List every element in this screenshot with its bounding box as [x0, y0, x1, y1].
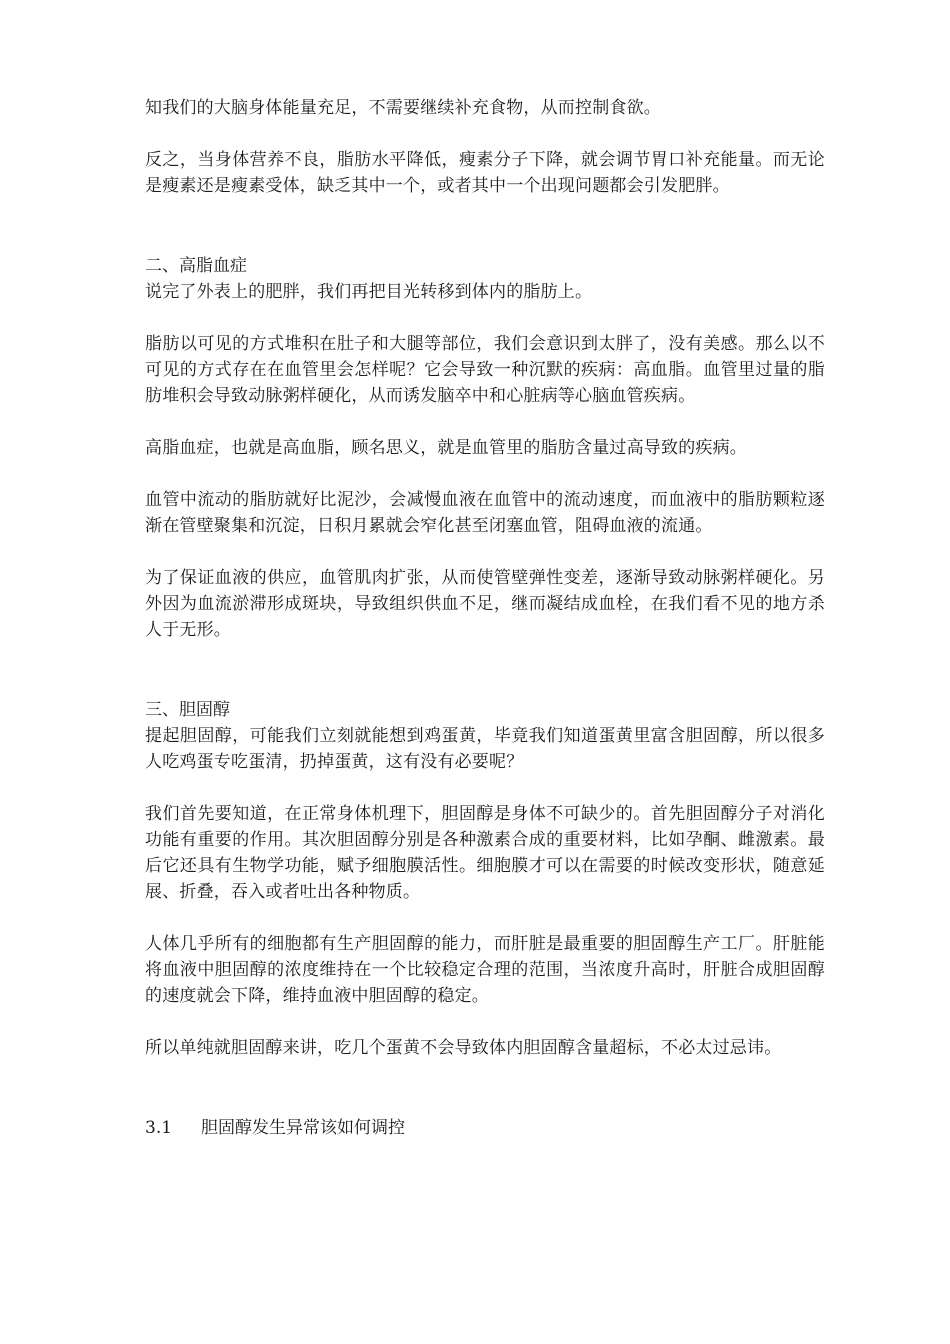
section-2-paragraph-1: 说完了外表上的肥胖，我们再把目光转移到体内的脂肪上。: [145, 282, 593, 302]
paragraph-gap: [145, 775, 825, 801]
section-2-paragraph-5: 为了保证血液的供应，血管肌肉扩张，从而使管壁弹性变差，逐渐导致动脉粥样硬化。另外因为血流淤滞形成斑块，导致组织供血不足，继而凝结成血栓，在我们看不见的地方杀人于无形。: [145, 568, 825, 640]
section-3-paragraph-1: 提起胆固醇，可能我们立刻就能想到鸡蛋黄，毕竟我们知道蛋黄里富含胆固醇，所以很多人吃鸡蛋专吃蛋清，扔掉蛋黄，这有没有必要呢？: [145, 726, 825, 772]
section-3-paragraph-2: 我们首先要知道，在正常身体机理下，胆固醇是身体不可缺少的。首先胆固醇分子对消化功能有重要的作用。其次胆固醇分别是各种激素合成的重要材料，比如孕酮、雌激素。最后它还具有生物学功能，赋予细胞膜活性。细胞膜才可以在需要的时候改变形状，随意延展、折叠，吞入或者吐出各种物质。: [145, 804, 825, 902]
paragraph-gap: [145, 461, 825, 487]
section-gap: [145, 1061, 825, 1115]
paragraph-gap: [145, 409, 825, 435]
section-3-paragraph-3: 人体几乎所有的细胞都有生产胆固醇的能力，而肝脏是最重要的胆固醇生产工厂。肝脏能将血液中胆固醇的浓度维持在一个比较稳定合理的范围，当浓度升高时，肝脏合成胆固醇的速度就会下降，维持血液中胆固醇的稳定。: [145, 934, 825, 1006]
section-gap: [145, 199, 825, 253]
paragraph-gap: [145, 121, 825, 147]
paragraph-gap: [145, 539, 825, 565]
subsection-3-1-heading: [145, 1115, 825, 1141]
section-3-heading: 三、胆固醇: [145, 700, 230, 720]
intro-paragraph-2: 反之，当身体营养不良，脂肪水平降低，瘦素分子下降，就会调节胃口补充能量。而无论是瘦素还是瘦素受体，缺乏其中一个，或者其中一个出现问题都会引发肥胖。: [145, 150, 825, 196]
subsection-title: 胆固醇发生异常该如何调控: [201, 1118, 405, 1138]
document-page: [145, 95, 825, 1141]
section-gap: [145, 643, 825, 697]
section-2-paragraph-3: 高脂血症，也就是高血脂，顾名思义，就是血管里的脂肪含量过高导致的疾病。: [145, 438, 747, 458]
section-2-paragraph-2: 脂肪以可见的方式堆积在肚子和大腿等部位，我们会意识到太胖了，没有美感。那么以不可见的方式存在在血管里会怎样呢？它会导致一种沉默的疾病：高血脂。血管里过量的脂肪堆积会导致动脉粥样硬化，从而诱发脑卒中和心脏病等心脑血管疾病。: [145, 334, 825, 406]
paragraph-gap: [145, 1009, 825, 1035]
section-3-paragraph-4: 所以单纯就胆固醇来讲，吃几个蛋黄不会导致体内胆固醇含量超标，不必太过忌讳。: [145, 1038, 782, 1058]
paragraph-gap: [145, 305, 825, 331]
intro-paragraph-1: 知我们的大脑身体能量充足，不需要继续补充食物，从而控制食欲。: [145, 98, 661, 118]
section-2-heading: 二、高脂血症: [145, 256, 247, 276]
section-2-paragraph-4: 血管中流动的脂肪就好比泥沙，会减慢血液在血管中的流动速度，而血液中的脂肪颗粒逐渐在管壁聚集和沉淀，日积月累就会窄化甚至闭塞血管，阻碍血液的流通。: [145, 490, 825, 536]
paragraph-gap: [145, 905, 825, 931]
subsection-number: 3.1: [145, 1118, 173, 1138]
